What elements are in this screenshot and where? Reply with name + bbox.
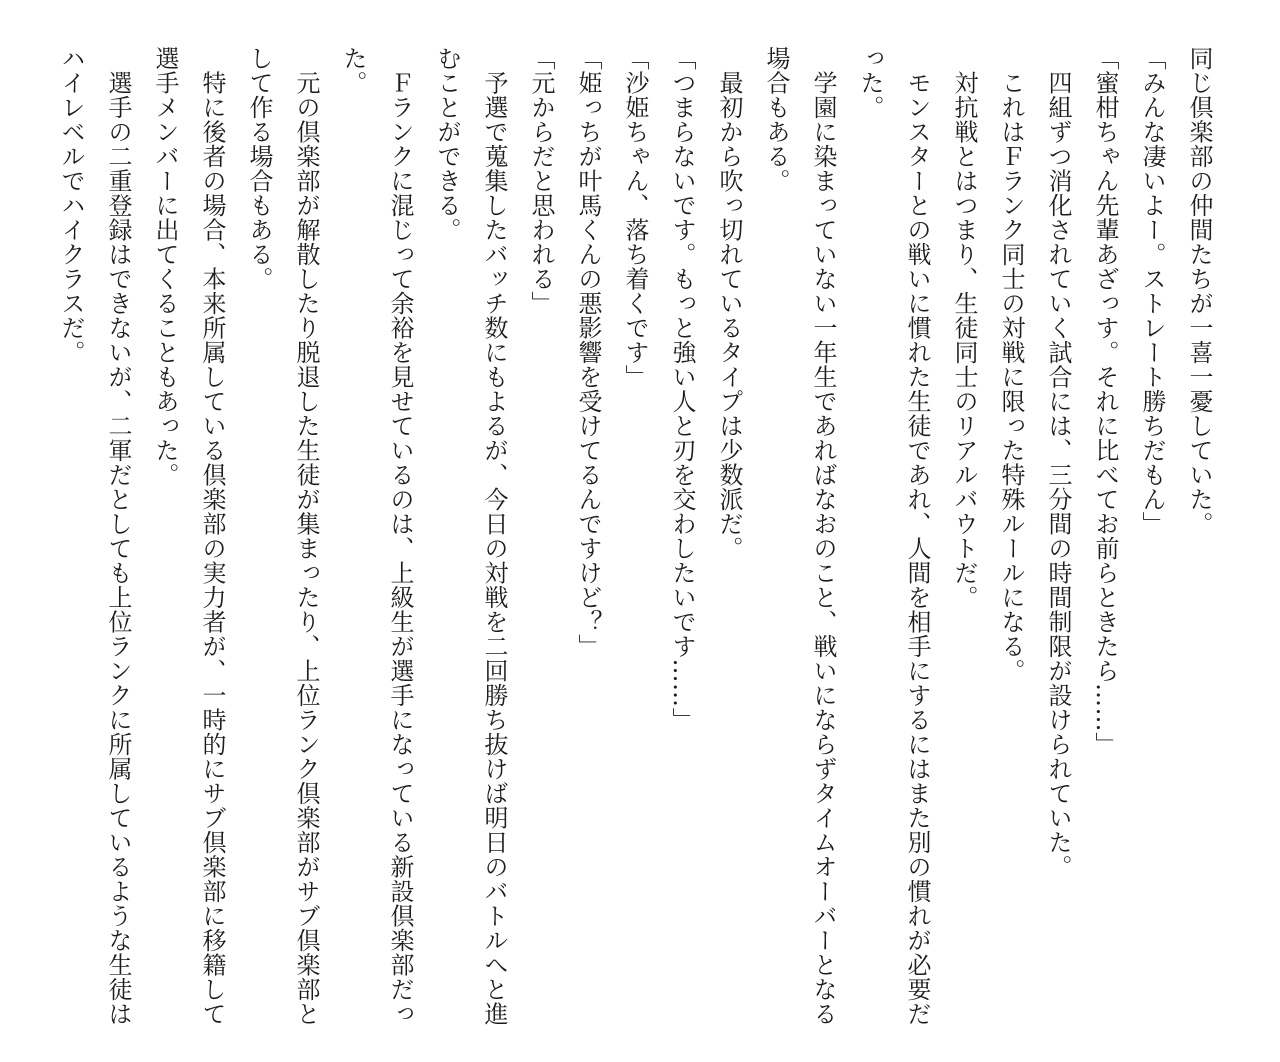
paragraph: これはＦランク同士の対戦に限った特殊ルールになる。 [997, 46, 1025, 683]
paragraph: モンスターとの戦いに慣れた生徒であれ、人間を相手にするにはまた別の慣れが必要だった。 [856, 46, 931, 1026]
paragraph: 選手の二重登録はできないが、二軍だとしても上位ランクに所属しているような生徒はハイレベルでハイクラスだ。 [57, 46, 132, 1026]
paragraph: 特に後者の場合、本来所属している倶楽部の実力者が、一時的にサブ倶楽部に移籍して選手メンバーに出てくることもあった。 [151, 46, 226, 1026]
paragraph: 「つまらないです。もっと強い人と刃を交わしたいです……」 [668, 46, 696, 732]
paragraph: 最初から吹っ切れているタイプは少数派だ。 [715, 46, 743, 561]
paragraph: 同じ倶楽部の仲間たちが一喜一憂していた。 [1185, 46, 1213, 536]
paragraph: 「みんな凄いよー。ストレート勝ちだもん」 [1138, 46, 1166, 536]
paragraph: 「蜜柑ちゃん先輩あざっす。それに比べてお前らときたら……」 [1091, 46, 1119, 757]
paragraph: 四組ずつ消化されていく試合には、三分間の時間制限が設けられていた。 [1044, 46, 1072, 879]
paragraph: 学園に染まっていない一年生であればなおのこと、戦いにならずタイムオーバーとなる場合もある。 [762, 46, 837, 1026]
paragraph: 対抗戦とはつまり、生徒同士のリアルバウトだ。 [950, 46, 978, 610]
paragraph: 「沙姫ちゃん、落ち着くです」 [621, 46, 649, 389]
paragraph: 元の倶楽部が解散したり脱退した生徒が集まったり、上位ランク倶楽部がサブ倶楽部として作る場合もある。 [245, 46, 320, 1026]
paragraph: 「姫っちが叶馬くんの悪影響を受けてるんですけど？」 [574, 46, 602, 659]
vertical-text-body [47, 46, 1222, 1036]
paragraph: 「元からだと思われる」 [527, 46, 555, 316]
paragraph: 予選で蒐集したバッチ数にもよるが、今日の対戦を二回勝ち抜けば明日のバトルへと進むことができる。 [433, 46, 508, 1026]
paragraph: Ｆランクに混じって余裕を見せているのは、上級生が選手になっている新設倶楽部だった。 [339, 46, 414, 1026]
